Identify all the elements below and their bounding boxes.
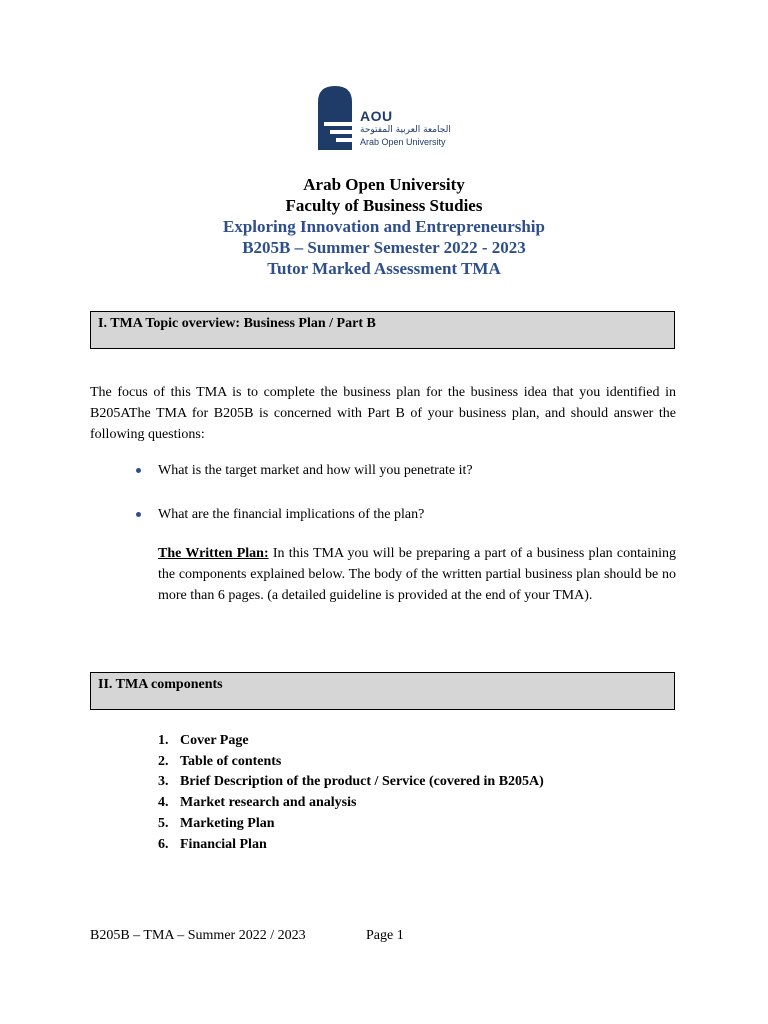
list-item — [158, 814, 544, 835]
item-text: Marketing Plan — [180, 815, 275, 831]
item-text: Financial Plan — [180, 836, 267, 852]
course-title: Exploring Innovation and Entrepreneurship — [223, 217, 545, 236]
logo-english-name: Arab Open University — [360, 137, 446, 147]
intro-paragraph: The focus of this TMA is to complete the business plan for the business idea that you identified in B205AThe TMA for B205B is concerned with Part B of your business plan, and should answer the following questions: — [90, 385, 676, 442]
list-item — [158, 793, 544, 814]
components-list — [158, 731, 544, 855]
logo-abbreviation: AOU — [360, 108, 393, 124]
item-text: Market research and analysis — [180, 795, 357, 811]
written-plan-label: The Written Plan: — [158, 546, 269, 561]
list-item — [130, 504, 676, 525]
bullet-icon — [136, 512, 141, 517]
item-number: 5. — [158, 815, 169, 831]
semester-title: B205B – Summer Semester 2022 - 2023 — [242, 238, 526, 257]
list-item — [158, 731, 544, 752]
written-plan-text: In this TMA you will be preparing a part of a business plan containing the components explained below. The body of the written partial business plan should be no more than 6 pages. (a detailed guideline is provided at the end of your TMA). — [158, 546, 676, 603]
list-item — [130, 460, 676, 481]
item-number: 2. — [158, 753, 169, 769]
document-header — [0, 174, 768, 279]
bullet-icon — [136, 468, 141, 473]
item-number: 6. — [158, 836, 169, 852]
item-text: Table of contents — [180, 753, 282, 769]
footer-page-number: Page 1 — [366, 928, 404, 943]
footer-course-info: B205B – TMA – Summer 2022 / 2023 — [90, 928, 306, 943]
faculty-name: Faculty of Business Studies — [285, 196, 483, 215]
item-number: 1. — [158, 733, 169, 748]
item-number: 4. — [158, 795, 169, 811]
university-name: Arab Open University — [303, 175, 465, 194]
assessment-title: Tutor Marked Assessment TMA — [267, 259, 501, 278]
list-item — [158, 835, 544, 856]
written-plan-paragraph — [158, 543, 676, 606]
list-item — [158, 752, 544, 773]
list-item — [158, 772, 544, 793]
item-number: 3. — [158, 774, 169, 790]
question-text: What are the financial implications of the plan? — [158, 507, 425, 522]
logo-arabic-name: الجامعة العربية المفتوحة — [360, 125, 451, 135]
item-text: Brief Description of the product / Service (covered in B205A) — [180, 774, 544, 790]
item-text: Cover Page — [180, 733, 249, 748]
aou-logo — [310, 80, 460, 160]
section-heading-overview: I. TMA Topic overview: Business Plan / Part B — [90, 311, 675, 349]
section-heading-components: II. TMA components — [90, 672, 675, 710]
question-text: What is the target market and how will you penetrate it? — [158, 463, 473, 478]
question-list — [130, 460, 676, 525]
